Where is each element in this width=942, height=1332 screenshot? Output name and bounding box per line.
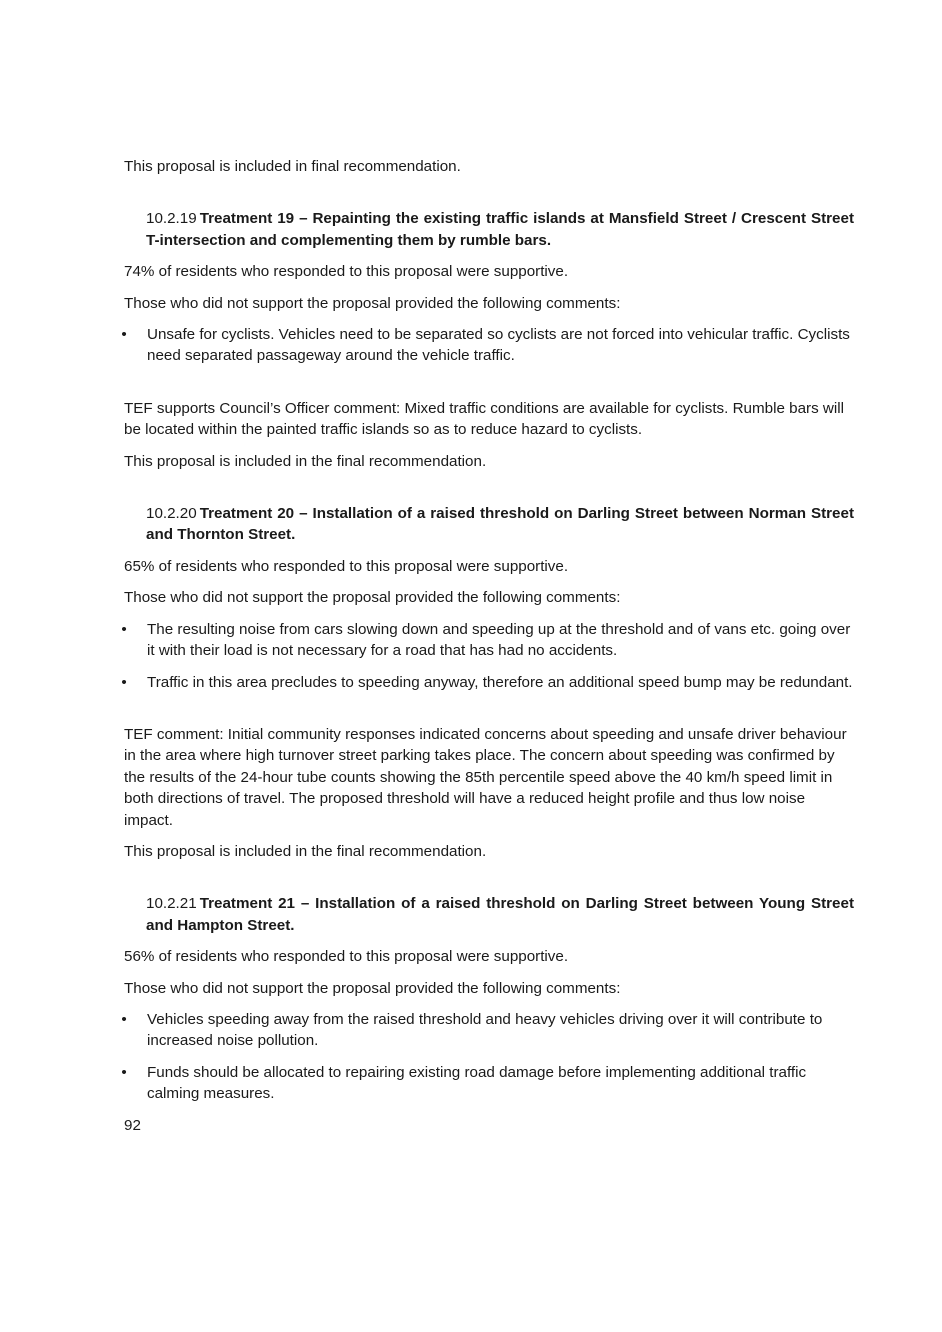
intro-text: This proposal is included in final recommendation. [124, 158, 461, 175]
section-title: Treatment 20 – Installation of a raised threshold on Darling Street between Norman Street and Thornton Street. [146, 505, 854, 544]
comments-lead: Those who did not support the proposal provided the following comments: [124, 589, 621, 607]
response-text: TEF supports Council’s Officer comment: Mixed traffic conditions are available for cyclists. Rumble bars will be located within the painted traffic islands so as to reduce hazard to cyclists. [124, 399, 844, 439]
support-text: 65% of residents who responded to this proposal were supportive. [124, 557, 569, 575]
section-heading [146, 208, 854, 251]
section-title: Treatment 21 – Installation of a raised threshold on Darling Street between Young Street and Hampton Street. [146, 895, 854, 934]
section-title: Treatment 19 – Repainting the existing traffic islands at Mansfield Street / Crescent Street T-intersection and complementing them by rumble bars. [146, 210, 854, 249]
section-10-2-21 [121, 893, 854, 1104]
comments-list [121, 324, 854, 367]
document-page [121, 156, 854, 1136]
list-item: • Vehicles speeding away from the raised threshold and heavy vehicles driving over it will contribute to increased noise pollution. [124, 1009, 854, 1052]
bullet-icon: • [121, 620, 127, 638]
response-text: TEF comment: Initial community responses indicated concerns about speeding and unsafe driver behaviour in the area where high turnover street parking takes place. The concern about speeding was confirmed by the results of the 24-hour tube counts showing the 85th percentile speed above the 40 km/h speed limit in both directions of travel. The proposed threshold will have a reduced height profile and thus low noise impact. [124, 725, 847, 829]
section-number: 10.2.21 [146, 895, 197, 913]
section-heading [146, 503, 854, 546]
comments-lead: Those who did not support the proposal provided the following comments: [124, 979, 621, 997]
page-number: 92 [124, 1116, 141, 1134]
conclusion-text: This proposal is included in the final recommendation. [124, 452, 487, 470]
comments-list [121, 1009, 854, 1105]
comments-lead: Those who did not support the proposal provided the following comments: [124, 294, 621, 312]
support-text: 56% of residents who responded to this proposal were supportive. [124, 948, 569, 966]
list-item: • Unsafe for cyclists. Vehicles need to be separated so cyclists are not forced into vehicular traffic. Cyclists need separated passageway around the vehicle traffic. [124, 324, 854, 367]
section-heading [146, 893, 854, 936]
section-10-2-19 [121, 208, 854, 472]
list-item: • Funds should be allocated to repairing existing road damage before implementing additional traffic calming measures. [124, 1062, 854, 1105]
list-item: • The resulting noise from cars slowing down and speeding up at the threshold and of vans etc. going over it with their load is not necessary for a road that has had no accidents. [124, 619, 854, 662]
bullet-icon: • [121, 1010, 127, 1028]
bullet-icon: • [121, 326, 127, 344]
conclusion-text: This proposal is included in the final recommendation. [124, 842, 487, 860]
section-number: 10.2.20 [146, 505, 197, 523]
bullet-icon: • [121, 1063, 127, 1081]
section-10-2-20 [121, 503, 854, 862]
list-item: • Traffic in this area precludes to speeding anyway, therefore an additional speed bump may be redundant. [124, 672, 854, 693]
section-number: 10.2.19 [146, 210, 197, 228]
bullet-icon: • [121, 673, 127, 691]
comments-list [121, 619, 854, 693]
support-text: 74% of residents who responded to this proposal were supportive. [124, 263, 569, 281]
